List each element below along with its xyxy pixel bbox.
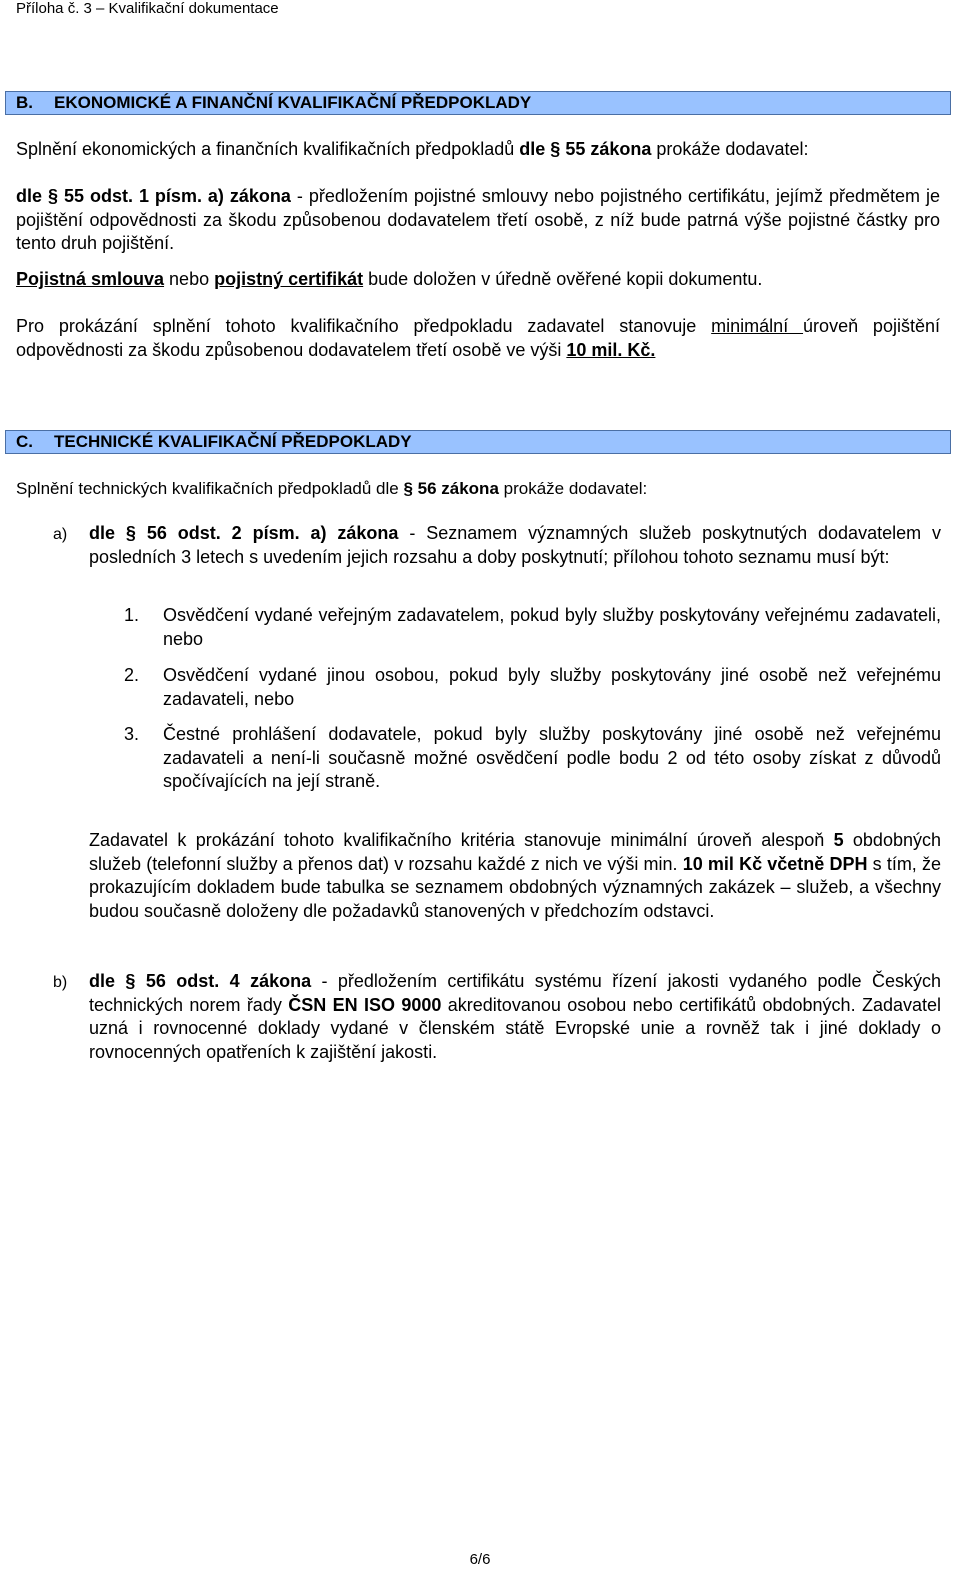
section-b-para-minimum xyxy=(16,315,940,362)
page-number: 6/6 xyxy=(469,1551,491,1568)
law-ref: dle § 56 odst. 2 písm. a) zákona xyxy=(89,523,399,543)
section-b-heading xyxy=(5,91,951,115)
para-text: - předložením pojistné smlouvy nebo pojistného certifikátu, jejímž předmětem je pojištění odpovědnosti za škodu způsobenou dodavatelem třetí osobě, z níž bude patrná výše pojistné částky pro tento druh pojištění. xyxy=(16,186,940,253)
insurance-certificate-term: pojistný certifikát xyxy=(214,269,364,289)
section-b-letter: B. xyxy=(16,93,33,112)
law-ref: dle § 55 odst. 1 písm. a) zákona xyxy=(16,186,291,206)
para-text-end: bude doložen v úředně ověřené kopii dokumentu. xyxy=(363,269,763,289)
subitem-2-text: Osvědčení vydané jinou osobou, pokud byly služby poskytovány jiné osobě než veřejnému zadavateli, nebo xyxy=(163,665,941,709)
intro-text-end: prokáže dodavatel: xyxy=(651,139,809,159)
intro-text: Splnění ekonomických a finančních kvalifikačních předpokladů xyxy=(16,139,520,159)
page-header: Příloha č. 3 – Kvalifikační dokumentace xyxy=(16,0,279,17)
subitem-1-number: 1. xyxy=(124,605,140,625)
section-c-intro xyxy=(16,477,940,501)
standard-ref: ČSN EN ISO 9000 xyxy=(288,994,442,1015)
section-c-letter: C. xyxy=(16,432,33,451)
item-a-label: a) xyxy=(53,526,68,543)
item-text: - předložením certifikátu systému řízení jakosti vydaného podle Českých technických norem řady xyxy=(89,971,941,1015)
subitem-1-text: Osvědčení vydané veřejným zadavatelem, pokud byly služby poskytovány veřejnému zadavateli, nebo xyxy=(163,605,941,649)
minimum-amount: 10 mil. Kč. xyxy=(566,339,656,360)
criteria-amount: 10 mil Kč včetně DPH xyxy=(682,853,868,874)
item-a-criteria xyxy=(89,829,941,923)
criteria-text-end: s tím, že prokazujícím dokladem bude tabulka se seznamem obdobných významných zakázek – služeb, a všechny budou současně doloženy dle požadavků stanovených v předchozím odstavci. xyxy=(89,853,941,921)
intro-text: Splnění technických kvalifikačních předpokladů dle xyxy=(16,479,404,498)
law-ref: dle § 56 odst. 4 zákona xyxy=(89,971,312,991)
section-b-para-document xyxy=(16,268,940,292)
intro-text-end: prokáže dodavatel: xyxy=(498,479,648,498)
item-text: - Seznamem významných služeb poskytnutých dodavatelem v posledních 3 letech s uvedením jejich rozsahu a doby poskytnutí; přílohou tohoto seznamu musí být: xyxy=(89,523,942,567)
section-b-para-insurance xyxy=(16,185,940,256)
section-b-intro xyxy=(16,138,940,162)
section-b-title: EKONOMICKÉ A FINANČNÍ KVALIFIKAČNÍ PŘEDPOKLADY xyxy=(54,93,532,112)
criteria-text-mid: obdobných služeb (telefonní služby a přenos dat) v rozsahu každé z nich ve výši min. xyxy=(89,830,941,874)
para-text: nebo xyxy=(164,269,215,289)
subitem-2-number: 2. xyxy=(124,665,140,685)
item-text-end: akreditovanou osobou nebo certifikátů obdobných. Zadavatel uzná i rovnocenné doklady vydané v členském státě Evropské unie a rovněž tak i jiné doklady o rovnocenných opatřeních k zajištění jakosti. xyxy=(89,994,941,1062)
criteria-text: Zadavatel k prokázání tohoto kvalifikačního kritéria stanovuje minimální úroveň alespoň xyxy=(89,830,834,850)
subitem-3-number: 3. xyxy=(124,724,140,744)
intro-law-ref: dle § 55 zákona xyxy=(519,139,652,159)
section-c-title: TECHNICKÉ KVALIFIKAČNÍ PŘEDPOKLADY xyxy=(54,432,412,451)
para-text-mid: úroveň pojištění odpovědnosti za škodu způsobenou dodavatelem třetí osobě ve výši xyxy=(16,316,940,360)
item-b-label: b) xyxy=(53,974,68,991)
minimum-term: minimální xyxy=(711,316,804,336)
insurance-contract-term: Pojistná smlouva xyxy=(16,269,165,289)
item-a-text xyxy=(89,522,941,569)
section-c-heading xyxy=(5,430,951,454)
subitem-3-text: Čestné prohlášení dodavatele, pokud byly služby poskytovány jiné osobě než veřejnému zadavateli a není-li současně možné osvědčení podle bodu 2 od této osoby získat z důvodů spočívajících na její straně. xyxy=(163,724,941,791)
para-text: Pro prokázání splnění tohoto kvalifikačního předpokladu zadavatel stanovuje xyxy=(16,316,712,336)
intro-law-ref: § 56 zákona xyxy=(403,479,499,498)
item-b-text xyxy=(89,970,941,1064)
criteria-count: 5 xyxy=(833,830,844,850)
